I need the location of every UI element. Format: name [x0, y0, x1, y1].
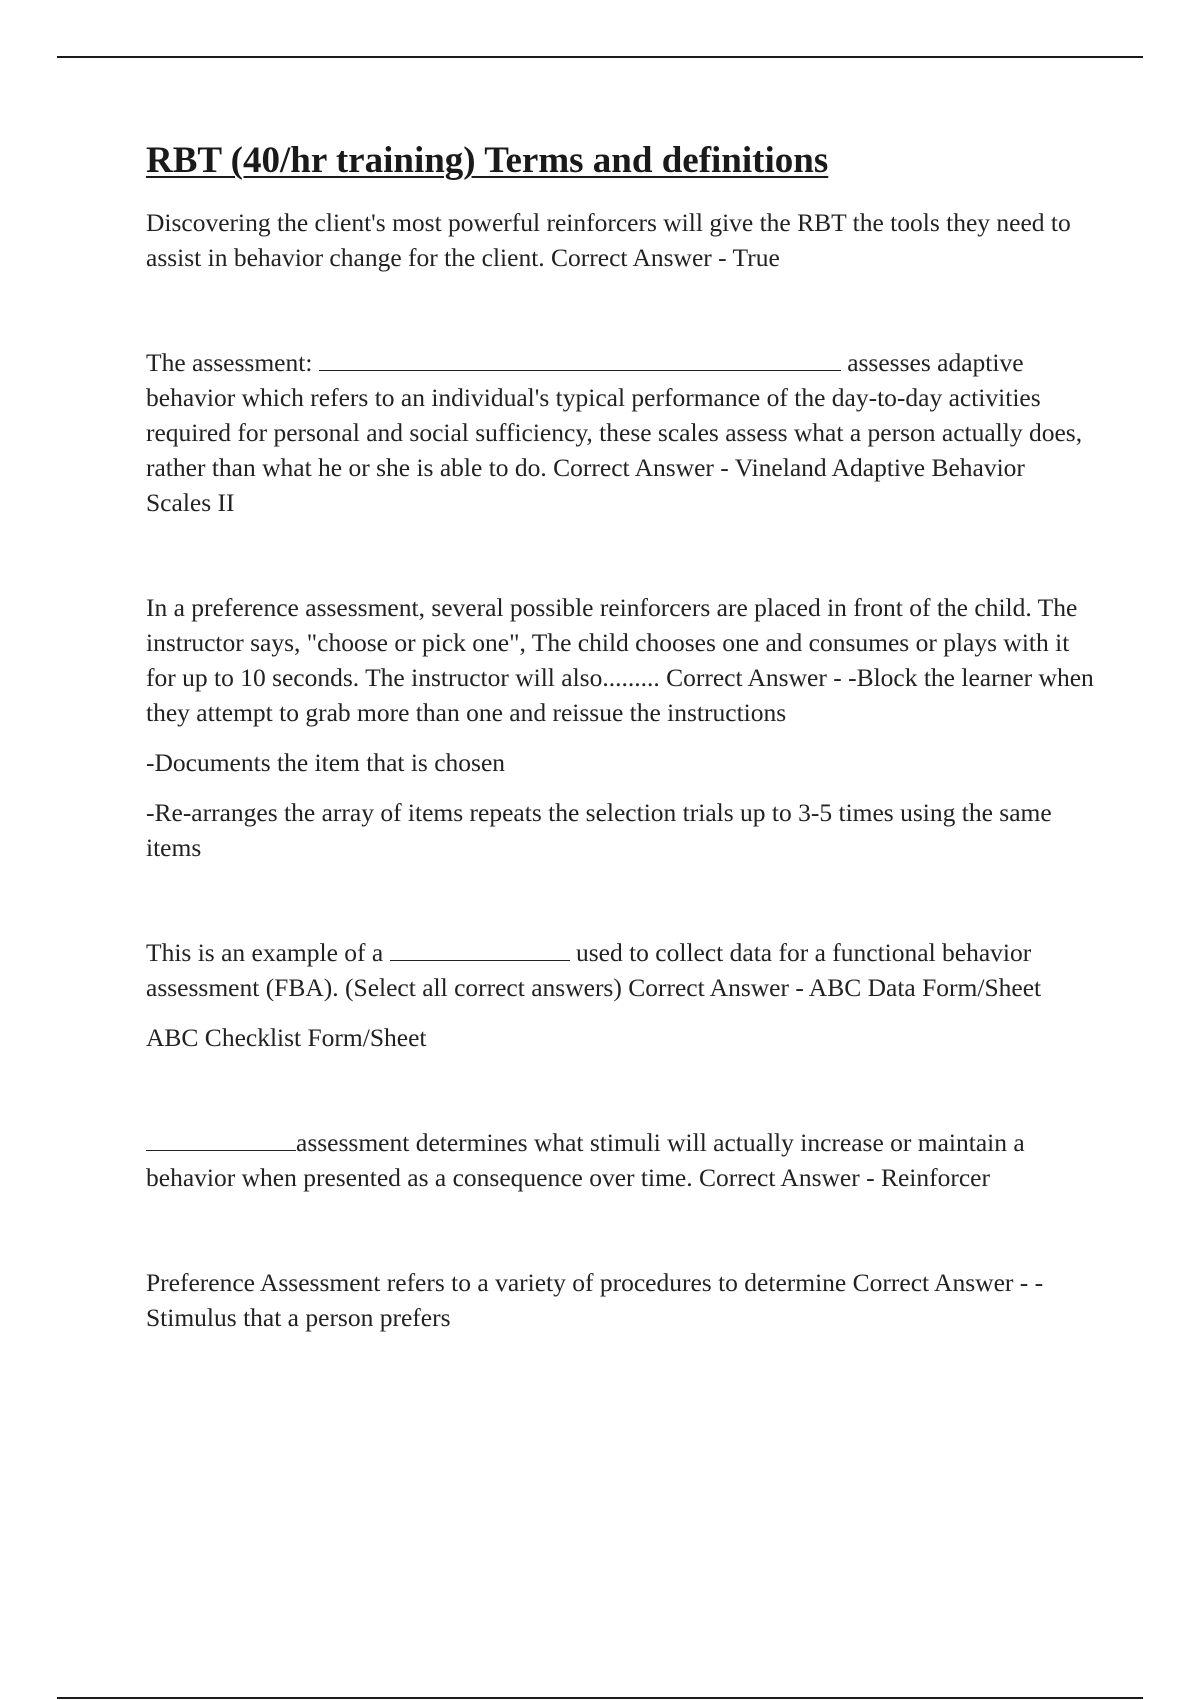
document-body [146, 140, 1096, 1350]
entry-extra-line: -Re-arranges the array of items repeats the selection trials up to 3-5 times using the same items [146, 797, 1052, 862]
entry-text-after-blank: assesses adaptive behavior which refers to an individual's typical performance of the day-to-day activities required for personal and social sufficiency, these scales assess what a person actually does, rather than what he or she is able to do. Correct Answer - Vineland Adaptive Behavior Scales II [146, 347, 1083, 517]
footer-rule [57, 1697, 1143, 1699]
qa-entry-4 [146, 935, 1096, 1055]
qa-entry-6 [146, 1265, 1096, 1335]
entry-extra-line: -Documents the item that is chosen [146, 747, 506, 777]
entry-text: Preference Assessment refers to a variety of procedures to determine Correct Answer - -Stimulus that a person prefers [146, 1267, 1044, 1332]
entry-text-after-blank: used to collect data for a functional behavior assessment (FBA). (Select all correct answers) Correct Answer - ABC Data Form/Sheet [146, 937, 1042, 1002]
entry-text-after-blank: assessment determines what stimuli will actually increase or maintain a behavior when presented as a consequence over time. Correct Answer - Reinforcer [146, 1127, 1025, 1192]
entry-extra-line: ABC Checklist Form/Sheet [146, 1022, 427, 1052]
qa-entry-1 [146, 205, 1096, 275]
fill-in-blank [390, 938, 570, 961]
entry-text [146, 345, 1096, 520]
entry-text: In a preference assessment, several possible reinforcers are placed in front of the child. The instructor says, "choose or pick one", The child chooses one and consumes or plays with it for up to 10 seconds. The instructor will also......... Correct Answer - -Block the learner when they attempt to grab more than one and reissue the instructions [146, 592, 1094, 727]
qa-entry-5 [146, 1125, 1096, 1195]
fill-in-blank [319, 348, 841, 371]
entry-text-before-blank: The assessment: [146, 347, 319, 377]
qa-entry-3 [146, 590, 1096, 865]
document-title: RBT (40/hr training) Terms and definitions [146, 140, 829, 181]
fill-in-blank [146, 1128, 296, 1151]
entry-text: Discovering the client's most powerful reinforcers will give the RBT the tools they need to assist in behavior change for the client. Correct Answer - True [146, 207, 1071, 272]
entry-text [146, 1125, 1096, 1195]
qa-entry-2 [146, 345, 1096, 520]
entry-text-before-blank: This is an example of a [146, 937, 390, 967]
header-rule [57, 56, 1143, 58]
entry-text [146, 935, 1096, 1005]
